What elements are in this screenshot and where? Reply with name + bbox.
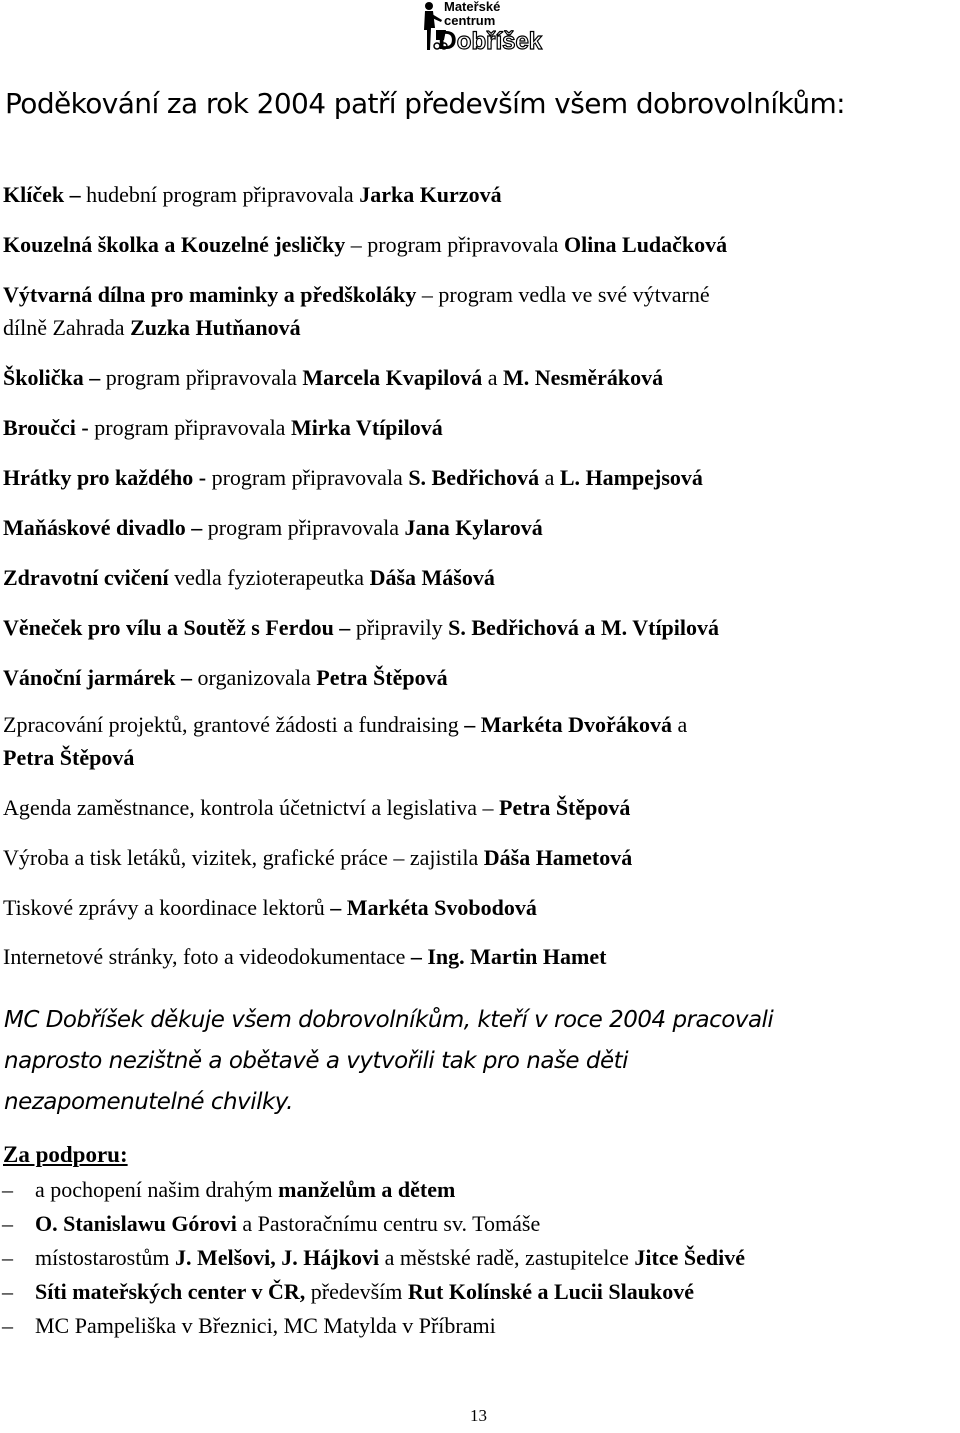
dash-bullet: – (2, 1177, 13, 1202)
text-run: Jitce Šedivé (634, 1245, 745, 1270)
text-run: Zdravotní cvičení (3, 565, 175, 590)
text-run: – Ing. Martin Hamet (410, 944, 607, 969)
text-run: hudební program připravovala (86, 182, 360, 207)
support-item-text (35, 1309, 496, 1343)
volunteer-line (3, 791, 630, 825)
text-run: – program vedla ve své výtvarné (421, 282, 710, 307)
dash-bullet: – (2, 1211, 13, 1236)
support-item-text (35, 1275, 694, 1309)
text-run: MC Pampeliška v Březnici, MC Matylda v Příbrami (35, 1313, 496, 1338)
text-run: především (305, 1279, 408, 1304)
volunteer-line (3, 741, 134, 775)
dash-bullet: – (2, 1313, 13, 1338)
volunteer-line (3, 940, 606, 974)
support-title: Za podporu: (3, 1142, 128, 1167)
volunteer-line (3, 411, 443, 445)
text-run: – Markéta Svobodová (330, 895, 537, 920)
thanks-line-2: naprosto nezištně a obětavě a vytvořili tak pro naše děti (4, 1048, 629, 1074)
text-run: program připravovala (105, 365, 303, 390)
volunteer-line (3, 461, 703, 495)
thanks-line-3: nezapomenutelné chvilky. (4, 1089, 293, 1115)
text-run: Marcela Kvapilová (302, 365, 483, 390)
text-run: připravily (355, 615, 449, 640)
text-run: Kouzelná školka a Kouzelné jesličky (3, 232, 351, 257)
text-run: – Markéta Dvořáková (464, 712, 672, 737)
logo (418, 0, 542, 54)
text-run: – program připravovala (350, 232, 564, 257)
text-run: Výtvarná dílna pro maminky a předškoláky (3, 282, 422, 307)
text-run: a Pastoračnímu centru sv. Tomáše (236, 1211, 541, 1236)
volunteer-line (3, 511, 543, 545)
text-run: Tiskové zprávy a koordinace lektorů (3, 895, 331, 920)
page-heading: Poděkování za rok 2004 patří především všem dobrovolníkům: (5, 87, 845, 120)
text-run: Jana Kylarová (404, 515, 543, 540)
volunteer-line (3, 311, 301, 345)
text-run: Olina Ludačková (563, 232, 728, 257)
thanks-line-1: MC Dobříšek děkuje všem dobrovolníkům, kteří v roce 2004 pracovali (4, 1007, 774, 1033)
text-run: – (69, 182, 87, 207)
text-run: O. Stanislawu Górovi (35, 1211, 237, 1236)
text-run: program připravovala (207, 515, 405, 540)
text-run: Zpracování projektů, grantové žádosti a fundraising (3, 712, 465, 737)
volunteer-line (3, 361, 663, 395)
volunteer-line (3, 661, 448, 695)
thanks-paragraph (4, 1000, 954, 1123)
logo-line-1: Mateřské (444, 0, 501, 14)
text-run: Petra Štěpová (316, 665, 448, 690)
support-item-text (35, 1173, 455, 1207)
text-run: Zuzka Hutňanová (130, 315, 301, 340)
text-run: program připravovala (94, 415, 291, 440)
logo-line-3 (438, 27, 542, 55)
text-run: Petra Štěpová (499, 795, 631, 820)
text-run: dílně Zahrada (3, 315, 131, 340)
volunteer-line (3, 891, 537, 925)
support-item-text (35, 1207, 540, 1241)
text-run: a městské radě, zastupitelce (379, 1245, 635, 1270)
text-run: M. Nesměráková (503, 365, 664, 390)
text-run: Mirka Vtípilová (290, 415, 443, 440)
text-run: Klíček (3, 182, 70, 207)
volunteer-line (3, 841, 632, 875)
volunteer-line (3, 708, 687, 742)
text-run: vedla fyzioterapeutka (174, 565, 370, 590)
volunteer-line (3, 178, 502, 212)
text-run: J. Melšovi, J. Hájkovi (174, 1245, 380, 1270)
dash-bullet: – (2, 1279, 13, 1304)
volunteer-line (3, 278, 710, 312)
text-run: a (672, 712, 688, 737)
text-run: Internetové stránky, foto a videodokumentace (3, 944, 411, 969)
text-run: Agenda zaměstnance, kontrola účetnictví a legislativa – (3, 795, 500, 820)
text-run: Hrátky pro každého - (3, 465, 212, 490)
text-run: Síti mateřských center v ČR, (35, 1279, 306, 1304)
text-run: Dáša Hametová (483, 845, 633, 870)
text-run: a pochopení našim drahým (35, 1177, 279, 1202)
text-run: Školička – (3, 365, 106, 390)
volunteer-line (3, 611, 719, 645)
text-run: Věneček pro vílu a Soutěž s Ferdou – (3, 615, 356, 640)
text-run: Petra Štěpová (3, 745, 135, 770)
dash-bullet: – (2, 1245, 13, 1270)
text-run: a (482, 365, 504, 390)
text-run: Rut Kolínské a Lucii Slaukové (407, 1279, 694, 1304)
text-run: S. Bedřichová a M. Vtípilová (448, 615, 720, 640)
text-run: S. Bedřichová (408, 465, 540, 490)
text-run: Maňáskové divadlo – (3, 515, 208, 540)
text-run: manželům a dětem (278, 1177, 456, 1202)
logo-line-2: centrum (444, 13, 496, 28)
text-run: místostarostům (35, 1245, 175, 1270)
text-run: Dáša Mášová (369, 565, 495, 590)
text-run: Výroba a tisk letáků, vizitek, grafické práce – zajistila (3, 845, 484, 870)
support-item-text (35, 1241, 745, 1275)
text-run: Vánoční jarmárek – (3, 665, 198, 690)
text-run: a (539, 465, 560, 490)
logo-name: obříšek (456, 28, 543, 55)
volunteer-line (3, 228, 727, 262)
page-number: 13 (470, 1406, 487, 1425)
text-run: L. Hampejsová (559, 465, 703, 490)
text-run: organizovala (197, 665, 317, 690)
text-run: program připravovala (211, 465, 409, 490)
volunteer-line (3, 561, 495, 595)
logo-initial: D (438, 25, 457, 55)
text-run: Jarka Kurzová (359, 182, 502, 207)
text-run: Broučci - (3, 415, 95, 440)
